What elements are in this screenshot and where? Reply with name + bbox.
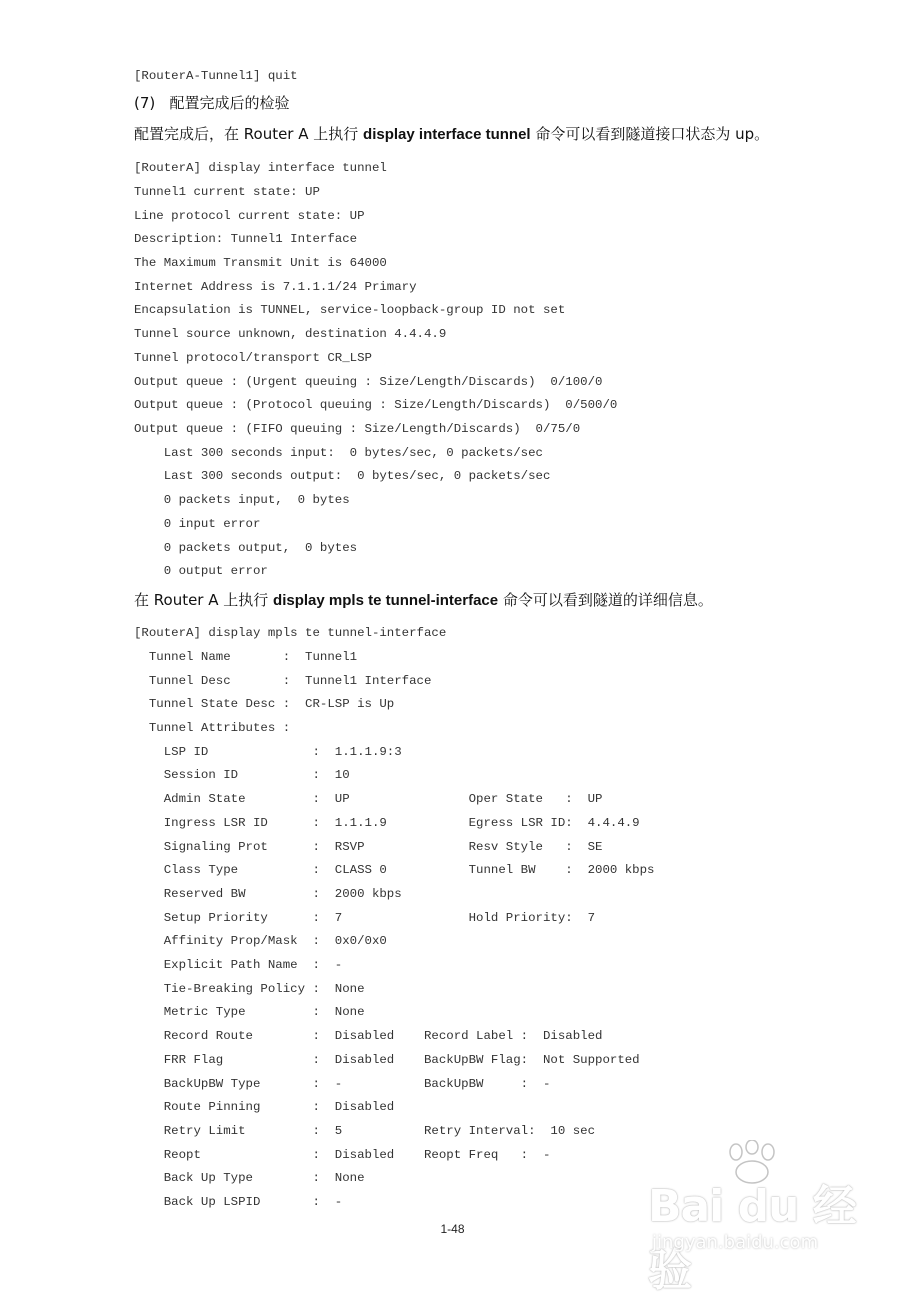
code-line: [RouterA] display interface tunnel (134, 161, 387, 175)
code-line: Output queue : (FIFO queuing : Size/Length/Discards) 0/75/0 (134, 422, 581, 436)
code-line: Internet Address is 7.1.1.1/24 Primary (134, 280, 417, 294)
paragraph-text: 命令可以看到隧道接口状态为 up。 (530, 125, 770, 143)
code-line: Ingress LSR ID : 1.1.1.9 Egress LSR ID: 4.4.4.9 (134, 816, 640, 830)
code-line: Tunnel Attributes : (134, 721, 291, 735)
code-line: Tunnel Name : Tunnel1 (134, 650, 358, 664)
page-number: 1-48 (440, 1222, 465, 1236)
paragraph-display-interface (134, 124, 769, 145)
code-line: Output queue : (Urgent queuing : Size/Length/Discards) 0/100/0 (134, 375, 603, 389)
paragraph-text: 在 Router A 上执行 (134, 591, 274, 609)
code-line: Class Type : CLASS 0 Tunnel BW : 2000 kbps (134, 863, 655, 877)
code-line: 0 input error (134, 517, 261, 531)
code-line: Retry Limit : 5 Retry Interval: 10 sec (134, 1124, 596, 1138)
code-line: Setup Priority : 7 Hold Priority: 7 (134, 911, 596, 925)
code-line: 0 packets input, 0 bytes (134, 493, 350, 507)
code-line: Tunnel source unknown, destination 4.4.4.9 (134, 327, 447, 341)
code-line: Back Up Type : None (134, 1171, 365, 1185)
code-line: Record Route : Disabled Record Label : Disabled (134, 1029, 603, 1043)
code-line: Last 300 seconds input: 0 bytes/sec, 0 packets/sec (134, 446, 543, 460)
code-line: Description: Tunnel1 Interface (134, 232, 358, 246)
code-line: 0 output error (134, 564, 268, 578)
code-line: Line protocol current state: UP (134, 209, 365, 223)
code-line: Tunnel Desc : Tunnel1 Interface (134, 674, 432, 688)
code-line: Encapsulation is TUNNEL, service-loopback-group ID not set (134, 303, 566, 317)
code-line: Affinity Prop/Mask : 0x0/0x0 (134, 934, 387, 948)
code-line: Back Up LSPID : - (134, 1195, 343, 1209)
command-name: display mpls te tunnel-interface (273, 592, 499, 609)
code-line: Reopt : Disabled Reopt Freq : - (134, 1148, 551, 1162)
code-line: 0 packets output, 0 bytes (134, 541, 358, 555)
code-line: Metric Type : None (134, 1005, 365, 1019)
paragraph-display-mpls-te (134, 590, 713, 611)
code-line: [RouterA] display mpls te tunnel-interface (134, 626, 447, 640)
code-line: BackUpBW Type : - BackUpBW : - (134, 1077, 551, 1091)
code-line: Tunnel1 current state: UP (134, 185, 320, 199)
code-line: Last 300 seconds output: 0 bytes/sec, 0 packets/sec (134, 469, 551, 483)
code-line: Tunnel State Desc : CR-LSP is Up (134, 697, 395, 711)
code-line: Session ID : 10 (134, 768, 350, 782)
watermark-brand: Bai du 经验 (648, 1181, 856, 1296)
code-line: Reserved BW : 2000 kbps (134, 887, 402, 901)
code-line: LSP ID : 1.1.1.9:3 (134, 745, 402, 759)
baidu-jingyan-watermark (640, 1140, 870, 1296)
code-line: Tie-Breaking Policy : None (134, 982, 365, 996)
code-line: The Maximum Transmit Unit is 64000 (134, 256, 387, 270)
paragraph-text: 配置完成后，在 Router A 上执行 (134, 125, 364, 143)
code-line: Tunnel protocol/transport CR_LSP (134, 351, 372, 365)
code-line: FRR Flag : Disabled BackUpBW Flag: Not Supported (134, 1053, 640, 1067)
code-line: Route Pinning : Disabled (134, 1100, 395, 1114)
paragraph-text: 命令可以看到隧道的详细信息。 (498, 591, 713, 609)
section-heading-verification: (7) 配置完成后的检验 (134, 94, 290, 112)
code-line: Output queue : (Protocol queuing : Size/Length/Discards) 0/500/0 (134, 398, 618, 412)
code-line-router-tunnel-quit: [RouterA-Tunnel1] quit (134, 69, 298, 83)
code-line: Explicit Path Name : - (134, 958, 343, 972)
code-line: Signaling Prot : RSVP Resv Style : SE (134, 840, 603, 854)
command-name: display interface tunnel (363, 126, 531, 143)
watermark-url: jingyan.baidu.com (652, 1232, 819, 1253)
code-line: Admin State : UP Oper State : UP (134, 792, 603, 806)
